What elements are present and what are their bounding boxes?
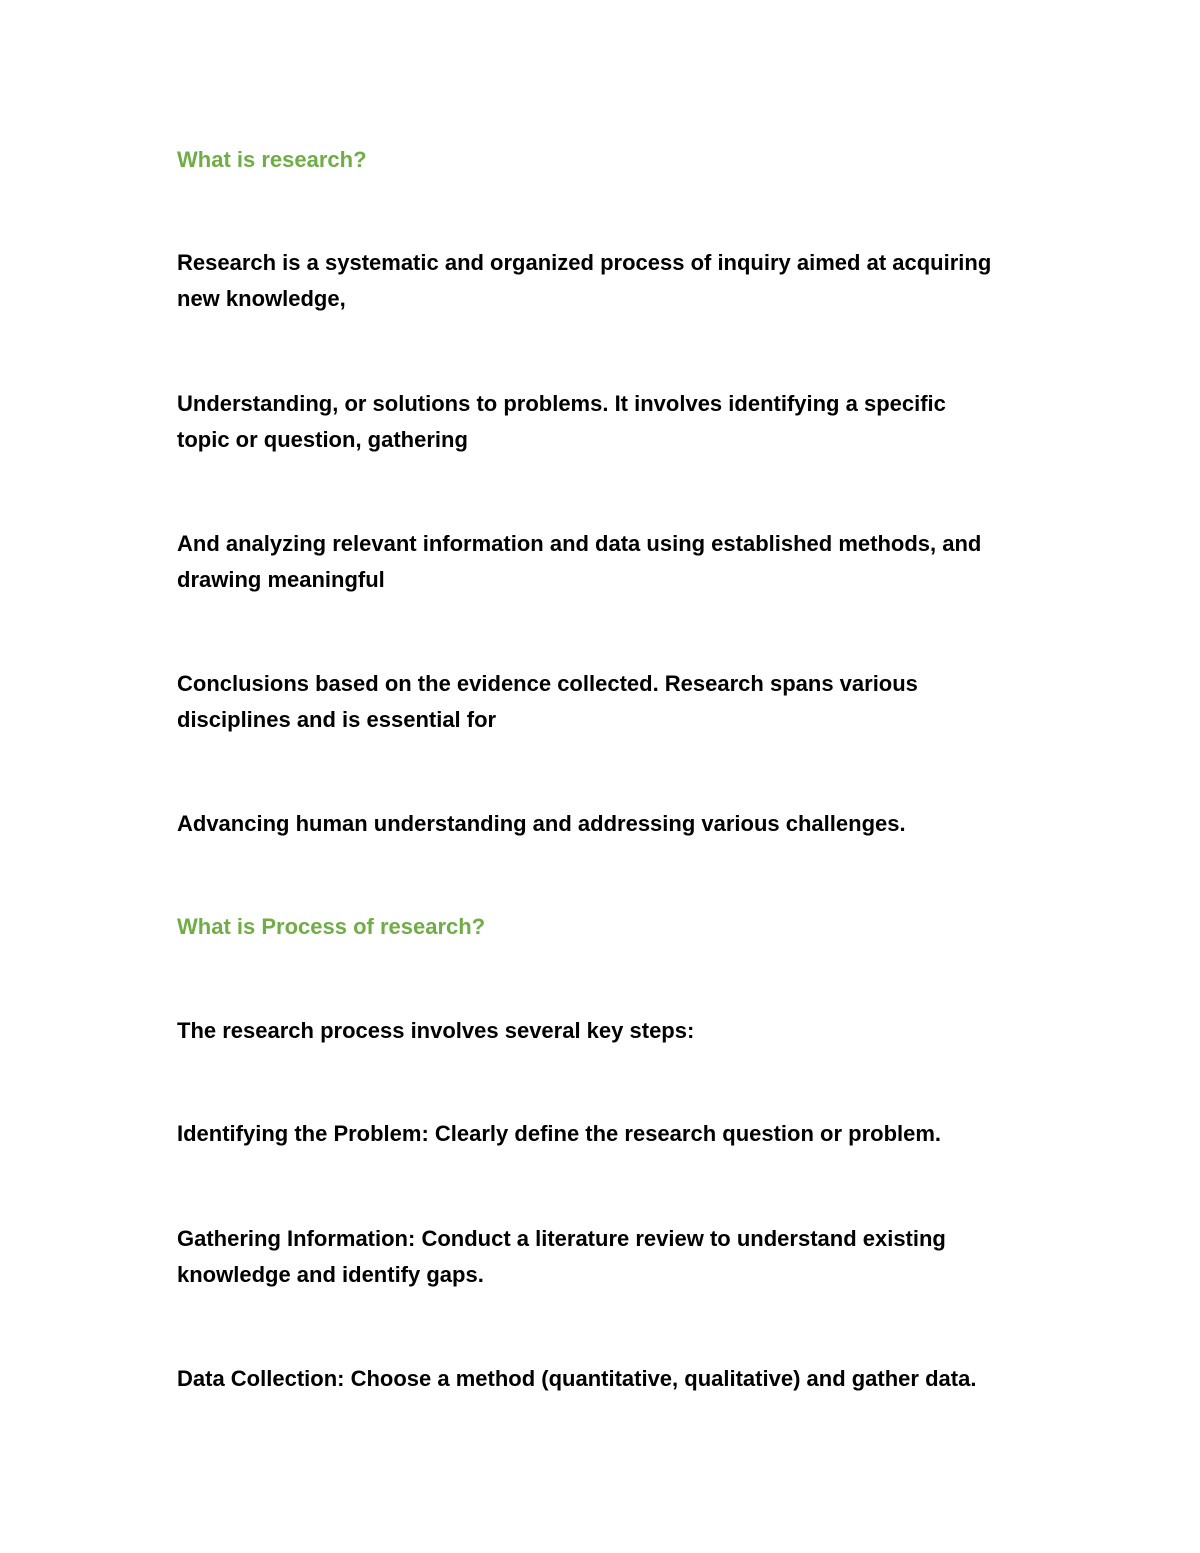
paragraph-line: drawing meaningful xyxy=(177,567,385,592)
paragraph-identifying-problem xyxy=(177,1116,1077,1152)
paragraph-gathering-information xyxy=(177,1221,1077,1293)
paragraph-data-collection xyxy=(177,1361,1077,1397)
heading-process-of-research: What is Process of research? xyxy=(177,914,486,939)
paragraph-line: Gathering Information: Conduct a literature review to understand existing xyxy=(177,1226,946,1251)
heading-what-is-research: What is research? xyxy=(177,147,367,172)
paragraph-line: disciplines and is essential for xyxy=(177,707,497,732)
paragraph-line: Advancing human understanding and addressing various challenges. xyxy=(177,811,906,836)
paragraph-research-definition xyxy=(177,245,1077,317)
paragraph-advancing xyxy=(177,806,1077,842)
paragraph-line: Understanding, or solutions to problems. It involves identifying a specific xyxy=(177,391,946,416)
paragraph-line: Research is a systematic and organized process of inquiry aimed at acquiring xyxy=(177,250,992,275)
paragraph-line: Data Collection: Choose a method (quantitative, qualitative) and gather data. xyxy=(177,1366,977,1391)
paragraph-line: And analyzing relevant information and data using established methods, and xyxy=(177,531,982,556)
paragraph-conclusions xyxy=(177,666,1077,738)
paragraph-understanding xyxy=(177,386,1077,458)
paragraph-line: topic or question, gathering xyxy=(177,427,468,452)
paragraph-line: new knowledge, xyxy=(177,286,346,311)
paragraph-analyzing xyxy=(177,526,1077,598)
paragraph-line: Identifying the Problem: Clearly define the research question or problem. xyxy=(177,1121,942,1146)
paragraph-line: knowledge and identify gaps. xyxy=(177,1262,484,1287)
paragraph-key-steps xyxy=(177,1013,1077,1049)
paragraph-line: The research process involves several key steps: xyxy=(177,1018,695,1043)
paragraph-line: Conclusions based on the evidence collected. Research spans various xyxy=(177,671,918,696)
